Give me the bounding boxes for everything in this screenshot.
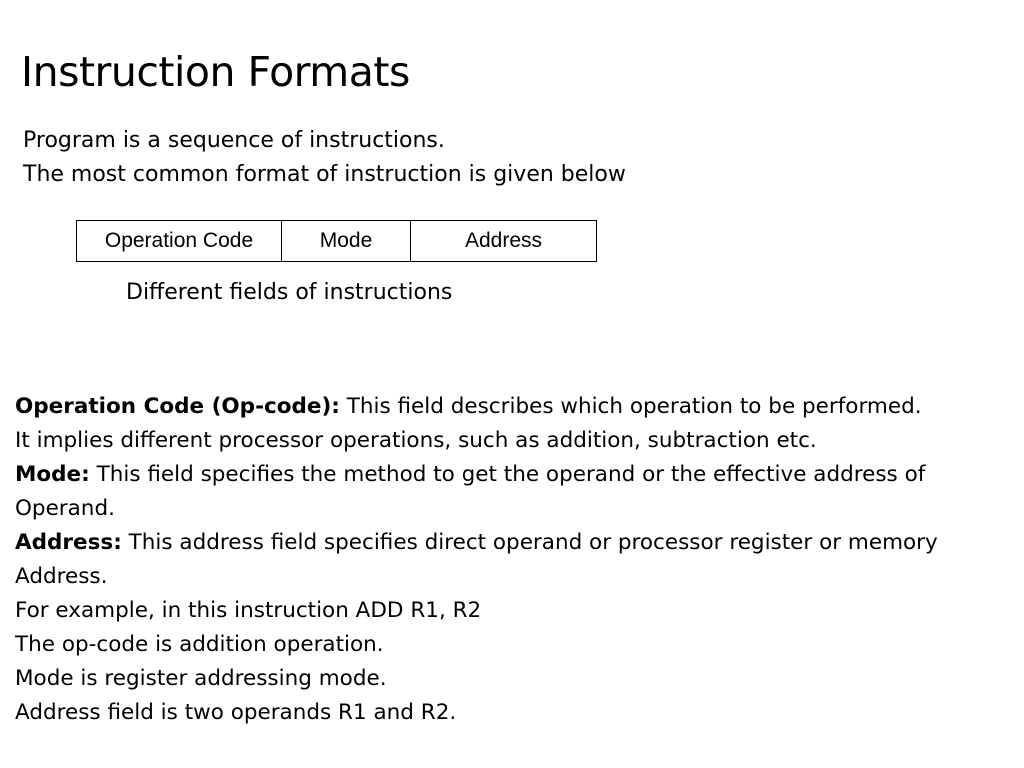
opcode-description: This field describes which operation to be performed. [339,394,922,419]
address-definition [15,526,1015,560]
opcode-definition [15,390,1015,424]
field-cell-mode: Mode [282,221,411,262]
intro-text [23,124,626,192]
intro-line-1: Program is a sequence of instructions. [23,128,445,153]
intro-line-2: The most common format of instruction is given below [23,162,626,187]
address-example: Address field is two operands R1 and R2. [15,700,457,725]
opcode-detail: It implies different processor operations, such as addition, subtraction etc. [15,428,817,453]
address-term: Address: [15,530,122,555]
mode-term: Mode: [15,462,90,487]
table-caption: Different fields of instructions [126,280,453,305]
field-cell-address: Address [411,221,597,262]
example-intro: For example, in this instruction ADD R1, R2 [15,598,482,623]
address-description: This address field specifies direct operand or processor register or memory [121,530,938,555]
mode-description: This field specifies the method to get the operand or the effective address of [89,462,926,487]
slide-title: Instruction Formats [21,48,410,96]
instruction-format-row [77,221,597,262]
instruction-format-table [76,220,597,262]
description-body [15,390,1015,730]
field-cell-operation-code: Operation Code [77,221,282,262]
address-definition-continued: Address. [15,564,108,589]
mode-definition [15,458,1015,492]
mode-example: Mode is register addressing mode. [15,666,387,691]
opcode-example: The op-code is addition operation. [15,632,384,657]
mode-definition-continued: Operand. [15,496,115,521]
opcode-term: Operation Code (Op-code): [15,394,340,419]
